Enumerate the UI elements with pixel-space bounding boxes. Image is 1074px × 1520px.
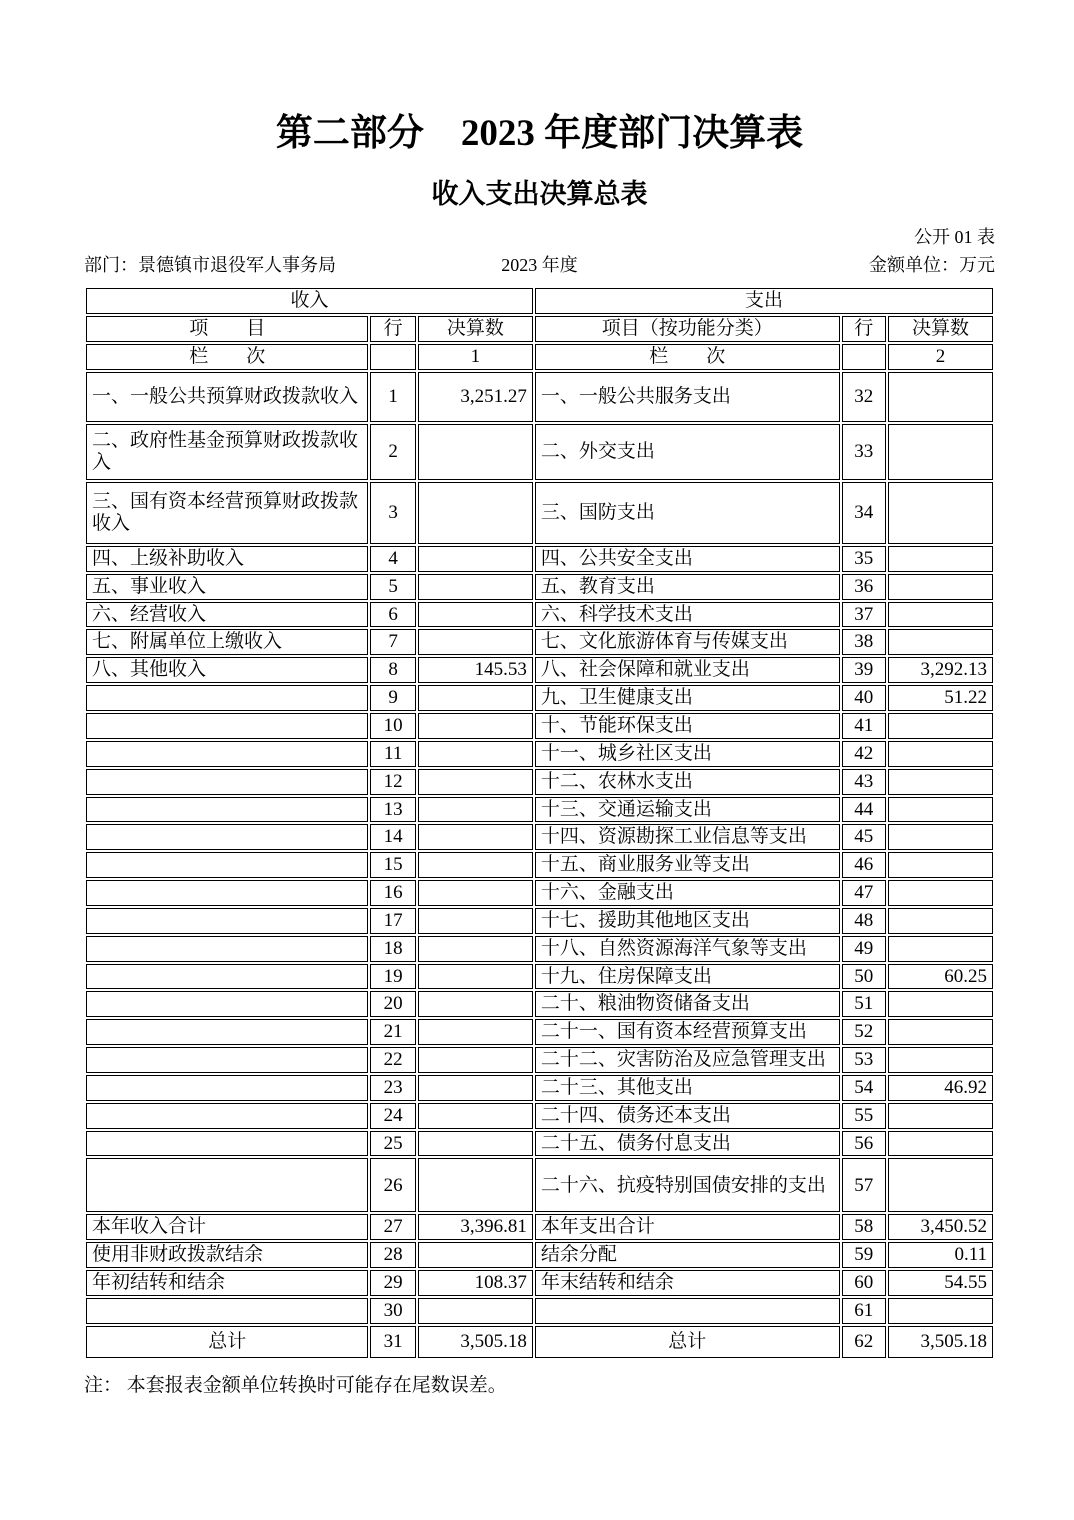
income-lanci-blank (370, 344, 415, 370)
table-row (86, 629, 993, 655)
expense-rowno-cell: 47 (842, 880, 886, 906)
expense-item-cell: 十四、资源勘探工业信息等支出 (535, 824, 840, 850)
expense-amount-cell (888, 629, 993, 655)
table-row (86, 1270, 993, 1296)
table-code: 公开 01 表 (914, 227, 995, 248)
income-amount-cell (418, 991, 533, 1017)
table-row (86, 991, 993, 1017)
income-rowno-cell: 30 (370, 1298, 415, 1324)
table-row (86, 1298, 993, 1324)
income-rowno-cell: 17 (370, 908, 415, 934)
income-item-cell: 年初结转和结余 (86, 1270, 368, 1296)
expense-section-header: 支出 (535, 288, 993, 314)
expense-rowno-cell: 59 (842, 1242, 886, 1268)
income-amount-cell (418, 424, 533, 480)
expense-rowno-cell: 37 (842, 602, 886, 628)
expense-item-cell: 十、节能环保支出 (535, 713, 840, 739)
expense-item-cell: 十七、援助其他地区支出 (535, 908, 840, 934)
table-body (86, 372, 993, 1358)
income-amount-header: 决算数 (418, 316, 533, 342)
expense-rowno-cell: 39 (842, 657, 886, 683)
expense-rowno-cell: 44 (842, 797, 886, 823)
income-rowno-cell: 9 (370, 685, 415, 711)
table-row (86, 482, 993, 544)
income-amount-cell (418, 713, 533, 739)
income-amount-cell (418, 629, 533, 655)
income-item-cell (86, 769, 368, 795)
table-row (86, 1242, 993, 1268)
income-item-cell (86, 685, 368, 711)
income-item-cell: 一、一般公共预算财政拨款收入 (86, 372, 368, 422)
table-row (86, 797, 993, 823)
income-rowno-cell: 18 (370, 936, 415, 962)
income-item-cell (86, 1103, 368, 1129)
income-amount-cell (418, 574, 533, 600)
expense-amount-cell (888, 991, 993, 1017)
expense-amount-cell: 3,505.18 (888, 1326, 993, 1358)
expense-item-cell: 十六、金融支出 (535, 880, 840, 906)
income-rowno-cell: 15 (370, 852, 415, 878)
expense-rowno-cell: 61 (842, 1298, 886, 1324)
expense-rowno-cell: 48 (842, 908, 886, 934)
income-amount-cell (418, 1019, 533, 1045)
expense-item-cell: 十二、农林水支出 (535, 769, 840, 795)
income-item-cell (86, 1047, 368, 1073)
expense-column-index: 2 (888, 344, 993, 370)
income-item-cell: 五、事业收入 (86, 574, 368, 600)
income-amount-cell (418, 964, 533, 990)
expense-amount-cell (888, 1103, 993, 1129)
expense-amount-cell (888, 482, 993, 544)
expense-amount-cell (888, 1131, 993, 1157)
expense-amount-cell (888, 797, 993, 823)
table-row (86, 1047, 993, 1073)
expense-item-cell: 五、教育支出 (535, 574, 840, 600)
expense-rowno-header: 行 (842, 316, 886, 342)
income-rowno-cell: 4 (370, 546, 415, 572)
income-amount-cell (418, 769, 533, 795)
table-row (86, 964, 993, 990)
table-row (86, 713, 993, 739)
expense-item-cell: 年末结转和结余 (535, 1270, 840, 1296)
expense-rowno-cell: 42 (842, 741, 886, 767)
expense-rowno-cell: 34 (842, 482, 886, 544)
table-row (86, 1131, 993, 1157)
expense-amount-cell (888, 1019, 993, 1045)
table-row (86, 372, 993, 422)
expense-rowno-cell: 43 (842, 769, 886, 795)
expense-amount-cell (888, 574, 993, 600)
income-rowno-cell: 19 (370, 964, 415, 990)
income-item-cell (86, 1298, 368, 1324)
expense-amount-cell (888, 769, 993, 795)
unit-label: 金额单位：万元 (869, 255, 995, 276)
table-row (86, 936, 993, 962)
income-rowno-cell: 14 (370, 824, 415, 850)
expense-item-cell: 二十二、灾害防治及应急管理支出 (535, 1047, 840, 1073)
income-item-cell: 八、其他收入 (86, 657, 368, 683)
income-rowno-cell: 20 (370, 991, 415, 1017)
income-rowno-cell: 3 (370, 482, 415, 544)
expense-rowno-cell: 56 (842, 1131, 886, 1157)
expense-item-cell: 二、外交支出 (535, 424, 840, 480)
income-rowno-cell: 24 (370, 1103, 415, 1129)
expense-lanci-blank (842, 344, 886, 370)
income-item-cell (86, 936, 368, 962)
income-item-cell (86, 797, 368, 823)
income-amount-cell (418, 1103, 533, 1129)
income-item-cell (86, 741, 368, 767)
income-column-index: 1 (418, 344, 533, 370)
income-amount-cell: 3,396.81 (418, 1214, 533, 1240)
income-rowno-cell: 29 (370, 1270, 415, 1296)
income-amount-cell (418, 1298, 533, 1324)
income-item-cell (86, 908, 368, 934)
expense-item-cell: 三、国防支出 (535, 482, 840, 544)
expense-amount-cell: 3,450.52 (888, 1214, 993, 1240)
table-row (86, 1103, 993, 1129)
table-row (86, 546, 993, 572)
income-amount-cell (418, 602, 533, 628)
income-amount-cell (418, 1047, 533, 1073)
income-item-cell: 本年收入合计 (86, 1214, 368, 1240)
expense-amount-cell (888, 1298, 993, 1324)
expense-rowno-cell: 35 (842, 546, 886, 572)
income-amount-cell (418, 880, 533, 906)
expense-rowno-cell: 38 (842, 629, 886, 655)
expense-item-cell: 六、科学技术支出 (535, 602, 840, 628)
expense-rowno-cell: 49 (842, 936, 886, 962)
expense-rowno-cell: 50 (842, 964, 886, 990)
table-row (86, 657, 993, 683)
expense-amount-cell: 0.11 (888, 1242, 993, 1268)
income-rowno-cell: 26 (370, 1158, 415, 1212)
expense-amount-cell (888, 372, 993, 422)
page-subtitle: 收入支出决算总表 (431, 179, 648, 210)
section-header-row (86, 288, 993, 314)
income-item-cell (86, 1075, 368, 1101)
expense-amount-cell: 60.25 (888, 964, 993, 990)
income-amount-cell: 145.53 (418, 657, 533, 683)
income-rowno-cell: 31 (370, 1326, 415, 1358)
income-amount-cell (418, 1242, 533, 1268)
income-item-cell: 总计 (86, 1326, 368, 1358)
income-amount-cell: 3,251.27 (418, 372, 533, 422)
income-lanci-label: 栏 次 (86, 344, 368, 370)
income-rowno-cell: 6 (370, 602, 415, 628)
expense-item-cell: 十五、商业服务业等支出 (535, 852, 840, 878)
income-amount-cell (418, 1075, 533, 1101)
income-amount-cell (418, 908, 533, 934)
table-row (86, 574, 993, 600)
income-section-header: 收入 (86, 288, 533, 314)
income-amount-cell (418, 824, 533, 850)
income-amount-cell (418, 685, 533, 711)
income-item-cell (86, 991, 368, 1017)
expense-item-cell: 十一、城乡社区支出 (535, 741, 840, 767)
income-item-cell: 七、附属单位上缴收入 (86, 629, 368, 655)
income-amount-cell (418, 482, 533, 544)
expense-item-cell: 二十六、抗疫特别国债安排的支出 (535, 1158, 840, 1212)
income-rowno-cell: 10 (370, 713, 415, 739)
expense-rowno-cell: 62 (842, 1326, 886, 1358)
expense-item-cell: 八、社会保障和就业支出 (535, 657, 840, 683)
income-rowno-cell: 7 (370, 629, 415, 655)
expense-amount-cell: 51.22 (888, 685, 993, 711)
income-item-cell: 三、国有资本经营预算财政拨款收入 (86, 482, 368, 544)
expense-item-cell: 总计 (535, 1326, 840, 1358)
income-rowno-cell: 5 (370, 574, 415, 600)
income-amount-cell (418, 936, 533, 962)
expense-item-cell: 二十、粮油物资储备支出 (535, 991, 840, 1017)
income-rowno-cell: 1 (370, 372, 415, 422)
meta-row (84, 251, 995, 277)
income-amount-cell (418, 741, 533, 767)
income-rowno-cell: 8 (370, 657, 415, 683)
expense-item-cell: 一、一般公共服务支出 (535, 372, 840, 422)
income-amount-cell (418, 852, 533, 878)
expense-item-cell: 九、卫生健康支出 (535, 685, 840, 711)
income-rowno-cell: 27 (370, 1214, 415, 1240)
income-item-cell: 六、经营收入 (86, 602, 368, 628)
income-amount-cell (418, 1158, 533, 1212)
footnote: 注： 本套报表金额单位转换时可能存在尾数误差。 (84, 1374, 507, 1396)
income-expense-table (84, 286, 995, 1359)
table-row (86, 741, 993, 767)
expense-amount-cell (888, 546, 993, 572)
table-row (86, 1019, 993, 1045)
table-row (86, 852, 993, 878)
expense-item-cell: 结余分配 (535, 1242, 840, 1268)
table-row (86, 1214, 993, 1240)
expense-amount-cell: 54.55 (888, 1270, 993, 1296)
expense-amount-cell (888, 936, 993, 962)
expense-rowno-cell: 53 (842, 1047, 886, 1073)
table-row (86, 1326, 993, 1358)
income-amount-cell (418, 1131, 533, 1157)
expense-rowno-cell: 60 (842, 1270, 886, 1296)
expense-amount-cell: 46.92 (888, 1075, 993, 1101)
income-rowno-cell: 11 (370, 741, 415, 767)
income-item-cell (86, 852, 368, 878)
table-row (86, 424, 993, 480)
expense-amount-cell (888, 880, 993, 906)
expense-amount-cell (888, 1158, 993, 1212)
table-row (86, 602, 993, 628)
expense-rowno-cell: 57 (842, 1158, 886, 1212)
expense-rowno-cell: 51 (842, 991, 886, 1017)
income-amount-cell: 108.37 (418, 1270, 533, 1296)
income-rowno-cell: 21 (370, 1019, 415, 1045)
expense-rowno-cell: 46 (842, 852, 886, 878)
table-row (86, 769, 993, 795)
expense-item-cell: 十八、自然资源海洋气象等支出 (535, 936, 840, 962)
income-rowno-cell: 22 (370, 1047, 415, 1073)
income-rowno-cell: 28 (370, 1242, 415, 1268)
expense-rowno-cell: 55 (842, 1103, 886, 1129)
income-item-cell (86, 1019, 368, 1045)
expense-amount-cell (888, 713, 993, 739)
income-rowno-header: 行 (370, 316, 415, 342)
expense-item-cell: 本年支出合计 (535, 1214, 840, 1240)
expense-rowno-cell: 33 (842, 424, 886, 480)
expense-item-cell: 十九、住房保障支出 (535, 964, 840, 990)
column-index-row (86, 344, 993, 370)
expense-item-cell: 二十五、债务付息支出 (535, 1131, 840, 1157)
column-header-row (86, 316, 993, 342)
expense-item-cell: 二十一、国有资本经营预算支出 (535, 1019, 840, 1045)
expense-amount-cell (888, 1047, 993, 1073)
income-item-cell (86, 1131, 368, 1157)
table-row (86, 880, 993, 906)
table-row (86, 1158, 993, 1212)
expense-item-cell (535, 1298, 840, 1324)
expense-rowno-cell: 45 (842, 824, 886, 850)
income-item-cell (86, 964, 368, 990)
expense-amount-cell (888, 602, 993, 628)
table-row (86, 824, 993, 850)
income-item-cell (86, 1158, 368, 1212)
year-label: 2023 年度 (501, 255, 578, 276)
income-item-cell (86, 713, 368, 739)
income-item-cell (86, 824, 368, 850)
expense-item-cell: 四、公共安全支出 (535, 546, 840, 572)
expense-amount-cell: 3,292.13 (888, 657, 993, 683)
expense-item-cell: 七、文化旅游体育与传媒支出 (535, 629, 840, 655)
expense-amount-cell (888, 424, 993, 480)
expense-rowno-cell: 54 (842, 1075, 886, 1101)
income-item-cell: 使用非财政拨款结余 (86, 1242, 368, 1268)
income-rowno-cell: 23 (370, 1075, 415, 1101)
expense-item-header: 项目（按功能分类） (535, 316, 840, 342)
expense-item-cell: 二十四、债务还本支出 (535, 1103, 840, 1129)
expense-amount-cell (888, 908, 993, 934)
expense-item-cell: 二十三、其他支出 (535, 1075, 840, 1101)
table-row (86, 1075, 993, 1101)
income-rowno-cell: 16 (370, 880, 415, 906)
expense-rowno-cell: 40 (842, 685, 886, 711)
income-item-header: 项 目 (86, 316, 368, 342)
income-rowno-cell: 25 (370, 1131, 415, 1157)
income-item-cell: 四、上级补助收入 (86, 546, 368, 572)
page-title: 第二部分 2023 年度部门决算表 (275, 113, 804, 154)
income-rowno-cell: 12 (370, 769, 415, 795)
expense-rowno-cell: 41 (842, 713, 886, 739)
income-amount-cell (418, 546, 533, 572)
expense-rowno-cell: 58 (842, 1214, 886, 1240)
expense-rowno-cell: 36 (842, 574, 886, 600)
expense-amount-cell (888, 852, 993, 878)
expense-lanci-label: 栏 次 (535, 344, 840, 370)
expense-item-cell: 十三、交通运输支出 (535, 797, 840, 823)
income-item-cell (86, 880, 368, 906)
table-row (86, 908, 993, 934)
table-row (86, 685, 993, 711)
income-rowno-cell: 2 (370, 424, 415, 480)
income-item-cell: 二、政府性基金预算财政拨款收入 (86, 424, 368, 480)
expense-amount-header: 决算数 (888, 316, 993, 342)
expense-amount-cell (888, 824, 993, 850)
expense-amount-cell (888, 741, 993, 767)
income-amount-cell (418, 797, 533, 823)
income-rowno-cell: 13 (370, 797, 415, 823)
income-amount-cell: 3,505.18 (418, 1326, 533, 1358)
department-label: 部门：景德镇市退役军人事务局 (84, 255, 336, 276)
expense-rowno-cell: 32 (842, 372, 886, 422)
expense-rowno-cell: 52 (842, 1019, 886, 1045)
